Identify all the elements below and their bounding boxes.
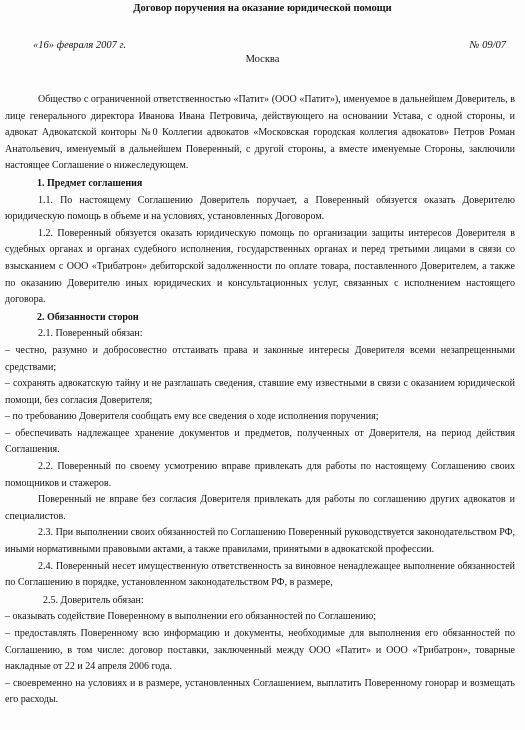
contract-number: № 09/07 xyxy=(469,40,506,51)
clause-2-3: 2.3. При выполнении своих обязанностей по Соглашению Поверенный руководствуется законодательством РФ, иными нормативными правовыми актами, а также правилами, принятыми в адвокатской профессии. xyxy=(5,527,515,556)
clause-2-5: 2.5. Доверитель обязан: xyxy=(43,594,144,606)
clause-1-2: 1.2. Поверенный обязуется оказать юридическую помощь по организации защиты интересов Доверителя в судебных органах и органах судебного исполнения, государственных органах и перед третьими лицами в связи со взысканием с ООО «Трибатрон» дебиторской задолженности по оплате товара, поставленного Доверителем, а также по оказанию Доверителю иных юридических и консультационных услуг, связанных с исполнением настоящего договора. xyxy=(5,227,515,306)
clause-1-1: 1.1. По настоящему Соглашению Доверитель поручает, а Поверенный обязуется оказать Доверителю юридическую помощь в объеме и на условиях, установленных Договором. xyxy=(5,194,515,223)
list-item: – честно, разумно и добросовестно отстаивать права и законные интересы Доверителя всеми незапрещенными средствами; xyxy=(5,344,515,373)
list-item: – предоставлять Поверенному всю информацию и документы, необходимые для выполнения его обязанностей по Соглашению, в том числе: договор поставки, заключенный между ООО «Патит» и ООО «Трибатрон», товарные накладные от 22 и 24 апреля 2006 года. xyxy=(5,628,515,673)
contract-body xyxy=(5,92,515,709)
clause-2-4: 2.4. Поверенный несет имущественную ответственность за виновное ненадлежащее выполнение обязанностей по Соглашению в порядке, установленном законодательством РФ, в размере, xyxy=(5,560,515,589)
list-item: – сохранять адвокатскую тайну и не разглашать сведения, ставшие ему известными в связи с оказанием юридической помощи, без согласия Доверителя; xyxy=(5,378,515,406)
clause-2-2: 2.2. Поверенный по своему усмотрению вправе привлекать для работы по настоящему Соглашению своих помощников и стажеров. xyxy=(5,461,515,489)
section-1-heading: 1. Предмет соглашения xyxy=(37,177,143,189)
list-item: – обеспечивать надлежащее хранение документов и предметов, полученных от Доверителя, на период действия Соглашения. xyxy=(5,427,515,456)
list-item: – по требованию Доверителя сообщать ему все сведения о ходе исполнения поручения; xyxy=(5,411,379,423)
clause-2-1: 2.1. Поверенный обязан: xyxy=(38,328,143,340)
contract-city: Москва xyxy=(245,54,280,65)
preamble-paragraph: Общество с ограниченной ответственностью «Патит» (ООО «Патит»), именуемое в дальнейшем Доверитель, в лице генерального директора Иванова Ивана Петровича, действующего на основании Устава, с одной стороны, и адвокат Адвокатской конторы №0 Коллегии адвокатов «Московская городская коллегия адвокатов» Петров Роман Анатольевич, именуемый в дальнейшем Поверенный, с другой стороны, а вместе именуемые Стороны, заключили настоящее Соглашение о нижеследующем. xyxy=(5,94,515,172)
contract-date: «16» февраля 2007 г. xyxy=(33,40,127,51)
list-item: – оказывать содействие Поверенному в выполнении его обязанностей по Соглашению; xyxy=(5,611,376,623)
document-title: Договор поручения на оказание юридической помощи xyxy=(133,3,392,14)
section-2-heading: 2. Обязанности сторон xyxy=(37,311,139,323)
clause-2-2-continued: Поверенный не вправе без согласия Доверителя привлекать для работы по соглашению других адвокатов и специалистов. xyxy=(5,494,515,522)
list-item: – своевременно на условиях и в размере, установленных Соглашением, выплатить Поверенному гонорар и возмещать его расходы. xyxy=(5,677,515,706)
